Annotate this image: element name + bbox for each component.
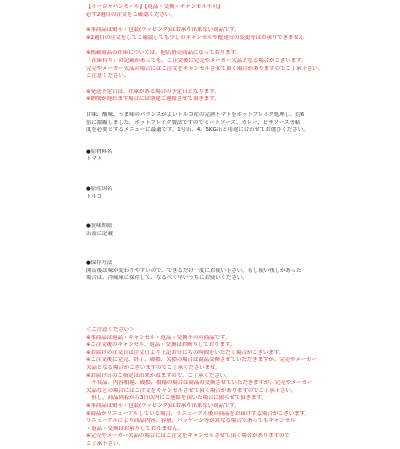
notice-line: ご注意ください。 bbox=[86, 73, 130, 80]
description-line: 倍に濃縮しました。ホットブレイク製法ですのでミートソース、カレー、ピザソース等粘 bbox=[86, 119, 301, 126]
caution-line: ※本商品は熨斗・包装(ラッピング)はお承り出来ない商品です。 bbox=[86, 403, 240, 409]
spec-value: 缶蓋に記載 bbox=[86, 230, 113, 237]
storage-line: 開缶後は味が変わりやすいので、できるだけ一度にお使い下さい。もし使い残しがあった bbox=[86, 267, 302, 274]
spec-sections bbox=[86, 149, 386, 261]
spec-label: ●原材料名 bbox=[86, 148, 113, 155]
spec-section bbox=[86, 186, 386, 201]
caution-line: 欠品となる場合がございますのでご了承くださいませ。 bbox=[86, 365, 221, 372]
description-line: 度を必要とするメニューに最適です。1号缶、4．5KG缶と用途に合わせてお選びください。 bbox=[86, 127, 309, 134]
notice-line: 完売やメーカー欠品の場合にはご注文をキャンセルさせて頂く場合がありますのでご了承下さい。 bbox=[86, 65, 324, 72]
spec-label: ●賞味期限 bbox=[86, 223, 113, 230]
notice-block bbox=[86, 89, 386, 104]
caution-line: ※お届けの注文日は注文日より上記お日にちの時間をいただく場合がございます。 bbox=[86, 349, 285, 356]
spec-value: トマト bbox=[86, 156, 103, 163]
caution-line: 但し、商品到着から3日以内にご連絡を頂いた場合に限らせて頂きます。 bbox=[86, 395, 267, 402]
top-notices bbox=[86, 27, 386, 112]
caution-line: 欠品などの場合にはご注文をキャンセルさせて頂く場合がありますのでご了承下さい。 bbox=[86, 387, 297, 394]
notice-block bbox=[86, 50, 386, 80]
notice-line: ※2週目の注文をしてご確認しても少しのキャンセルや配達日の変更等はお承りできません bbox=[86, 34, 305, 41]
caution-section bbox=[86, 327, 386, 449]
notice-line: ※掲載商品の在庫については、他店併売商品になっております。 bbox=[86, 50, 241, 57]
storage-section bbox=[86, 260, 386, 283]
caution-line: ・返品・交換はお承りしておりません。 bbox=[86, 425, 184, 432]
notice-line: ※発送予定日は、在庫がある場合の予定日となります。 bbox=[86, 88, 220, 95]
spec-section bbox=[86, 223, 386, 238]
storage-line: 場合は、冷蔵庫に保存して、なるべく早いうちにお使いください。 bbox=[86, 275, 248, 282]
caution-line: 不良品、内容相違、破損、損傷の場合は商品の交換させていただきますが、完売やメーカー bbox=[86, 380, 313, 387]
caution-line: ※本商品は返品・キャンセル・返品・交換不可の商品です。 bbox=[86, 334, 231, 341]
header-notice bbox=[86, 4, 386, 19]
caution-line: ※商品がリニューアルしている場合、リニューアル後の商品をお届けする場合がございます。 bbox=[86, 410, 310, 417]
caution-line: ※お届け日のご指定は出来かねますので、ご了承ください。 bbox=[86, 372, 231, 379]
description-line: 甘味、酸味、うま味のバランスがよいトルコ産の完熟トマトをホットブレイク処理し、約6 bbox=[86, 111, 305, 118]
product-description-document bbox=[86, 4, 386, 449]
notice-line: ※本商品は熨斗・包装(ラッピング)はお承り出来ない商品です。 bbox=[86, 27, 240, 34]
header-line: 【イージャパンモール】【返品・交換・キャンセル不可】 bbox=[86, 4, 223, 10]
caution-line: ※ご注文後に完売、終了、破損、欠損の場合は商品交換させていただきますが、完売やメーカー bbox=[86, 357, 317, 364]
caution-line: ご了承下さい。 bbox=[86, 440, 124, 447]
spec-label: ●原産国名 bbox=[86, 185, 113, 192]
spec-section bbox=[86, 149, 386, 164]
caution-line: リニューアルにより商品内容、容量、パッケージ等が異なる場合であってもキャンセル bbox=[86, 418, 296, 425]
notice-line: ※納期が遅れます場合には別途ご連絡させて頂きます。 bbox=[86, 96, 220, 103]
caution-line: ＜ご注意ください＞ bbox=[86, 327, 135, 334]
product-description bbox=[86, 112, 386, 135]
header-line: 必ず2週目の注文をご確認ください。 bbox=[86, 11, 176, 18]
caution-line: ※完売やメーカー欠品の場合にはご注文をキャンセルさせて頂く場合がありますので bbox=[86, 433, 290, 440]
caution-line: ※ご注文後のキャンセル、返品・交換はお断りしております。 bbox=[86, 342, 236, 349]
storage-label: ●保存方法 bbox=[86, 260, 113, 267]
notice-line: 「在庫有り」の記載があっても、ご注文後に完売やメーカー欠品となる場合がございます。 bbox=[86, 57, 307, 64]
spec-value: トルコ bbox=[86, 193, 103, 200]
notice-block bbox=[86, 27, 386, 42]
